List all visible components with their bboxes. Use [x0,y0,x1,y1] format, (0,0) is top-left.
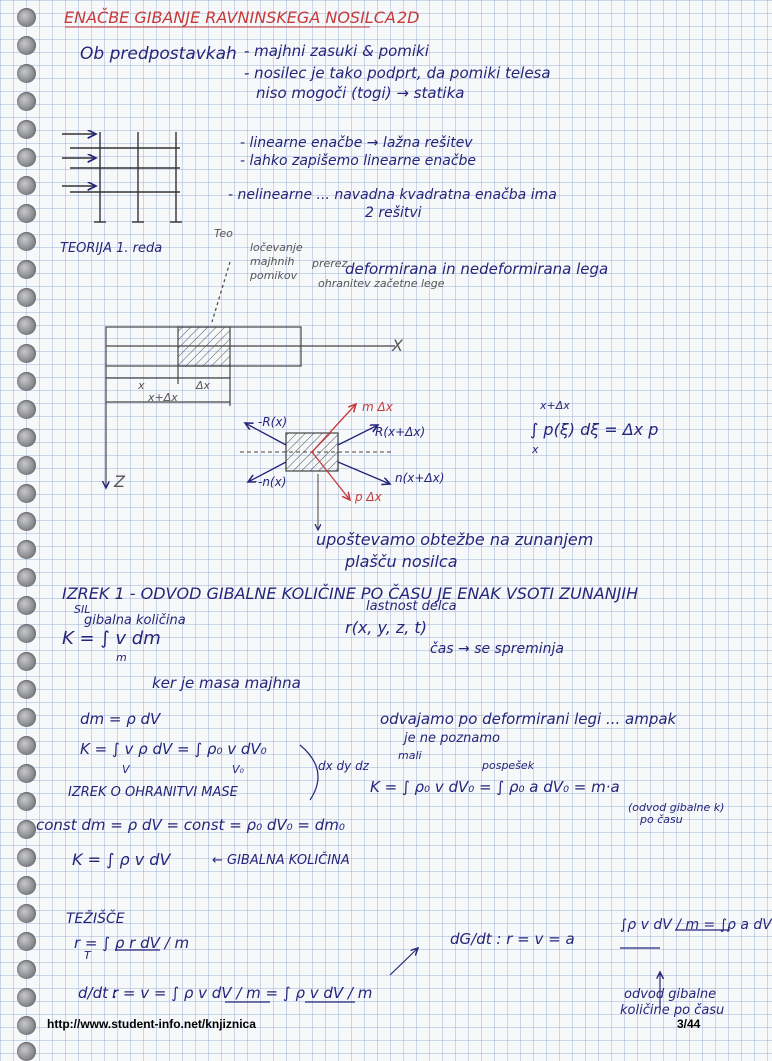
theorem-title: IZREK 1 - ODVOD GIBALNE KOLIČINE PO ČASU JE ENAK VSOTI ZUNANJIH [62,584,639,603]
dm-eq: dm = ρ dV [80,710,161,728]
assumption-line: niso mogoči (togi) → statika [256,84,465,102]
note-line: 2 rešitvi [365,205,422,221]
time-note: čas → se spreminja [430,641,564,657]
axis-z-label: Z [114,472,125,491]
footer-url[interactable]: http://www.student-info.net/knjiznica [47,1017,256,1031]
theory-text: deformirana in nedeformirana lega [345,260,609,278]
note-line: - linearne enačbe → lažna rešitev [240,135,473,151]
axis-x-label: X [392,336,403,355]
centroid-label: TEŽIŠČE [66,911,125,927]
force-label: -n(x) [258,475,287,489]
reading-note: odvajamo po deformirani legi ... ampak [380,710,677,728]
load-label: p Δx [355,490,382,504]
dim-label: x+Δx [148,391,178,404]
frame-sketch [62,132,182,222]
force-label: n(x+Δx) [395,471,445,485]
last-note: odvod gibalne [624,987,717,1002]
gk-label: gibalna količina [84,613,186,628]
page-title: ENAČBE GIBANJE RAVNINSKEGA NOSILCA [64,8,396,27]
load-note: upoštevamo obtežbe na zunanjem [316,530,594,549]
theory-side: prerez [312,257,348,270]
deriv-note: po času [640,813,683,826]
ddt-eq: r = v = ∫ ρ v dV / m = ∫ ρ v dV / m [112,984,373,1002]
beam-sketch [106,262,395,491]
k-equation-2: K = ∫ v ρ dV = ∫ ρ₀ v dV₀ [80,740,267,758]
integral-upper: x+Δx [540,399,570,412]
propert-note: pospešek [482,759,535,772]
v-sub: V [122,763,130,776]
mass-theorem: IZREK O OHRANITVI MASE [68,785,238,800]
deriv-note: (odvod gibalne k) [628,801,725,814]
ddt-label: d/dt : [78,984,118,1002]
theory-side: pomikov [250,269,298,282]
k-equation-4: K = ∫ ρ v dV [72,850,171,869]
last-eq: ∫ρ v dV / m = ∫ρ a dV [620,917,772,933]
mali-note: mali [398,749,422,762]
dg-eq: dG/dt : r = v = a [450,930,575,948]
force-label: R(x+Δx) [375,425,426,439]
integral-lower: x [532,443,539,456]
page-number: 3/44 [677,1017,701,1031]
k-equation-3: K = ∫ ρ₀ v dV₀ = ∫ ρ₀ a dV₀ = m·a [370,778,620,796]
rt-eq: r = ∫ ρ r dV / m [74,934,190,952]
theorem-sil: SIL [74,603,91,616]
dim-label: x [138,379,145,392]
assumption-line: - nosilec je tako podprt, da pomiki telesa [244,64,551,82]
k-sub: m [116,651,127,664]
load-label: m Δx [362,400,393,414]
last-note: količine po času [620,1003,725,1018]
note-line: - lahko zapišemo linearne enačbe [240,153,477,169]
theory-label: TEORIJA 1. reda [60,241,163,256]
theory-side: ločevanje [250,241,303,254]
position-function: r(x, y, z, t) [345,618,427,637]
reading-note: je ne poznamo [404,731,500,746]
const-eq: const dm = ρ dV = const = ρ₀ dV₀ = dm₀ [36,816,345,834]
theory-sub: ohranitev začetne lege [318,277,445,290]
note-line: - nelinearne ... navadna kvadratna enačba ima [228,187,557,203]
dxdydz: dx dy dz [318,759,369,773]
load-note: plašču nosilca [345,552,458,571]
title-tag: 2D [397,8,420,27]
dim-label: Δx [196,379,211,392]
k4-label: ← GIBALNA KOLIČINA [212,853,350,868]
assumptions-intro: Ob predpostavkah [80,44,237,64]
rt-sub: T [84,949,91,962]
force-label: -R(x) [258,415,288,429]
mass-note: ker je masa majhna [152,674,301,692]
theory-mark: Teo [214,227,233,240]
theory-side: majhnih [250,255,295,268]
centroid-note: lastnost delca [366,599,457,614]
v0-sub: V₀ [232,763,244,776]
assumption-line: - majhni zasuki & pomiki [244,42,429,60]
k-equation: K = ∫ v dm [62,628,161,649]
integral-expression: ∫ p(ξ) dξ = Δx p [530,420,659,439]
